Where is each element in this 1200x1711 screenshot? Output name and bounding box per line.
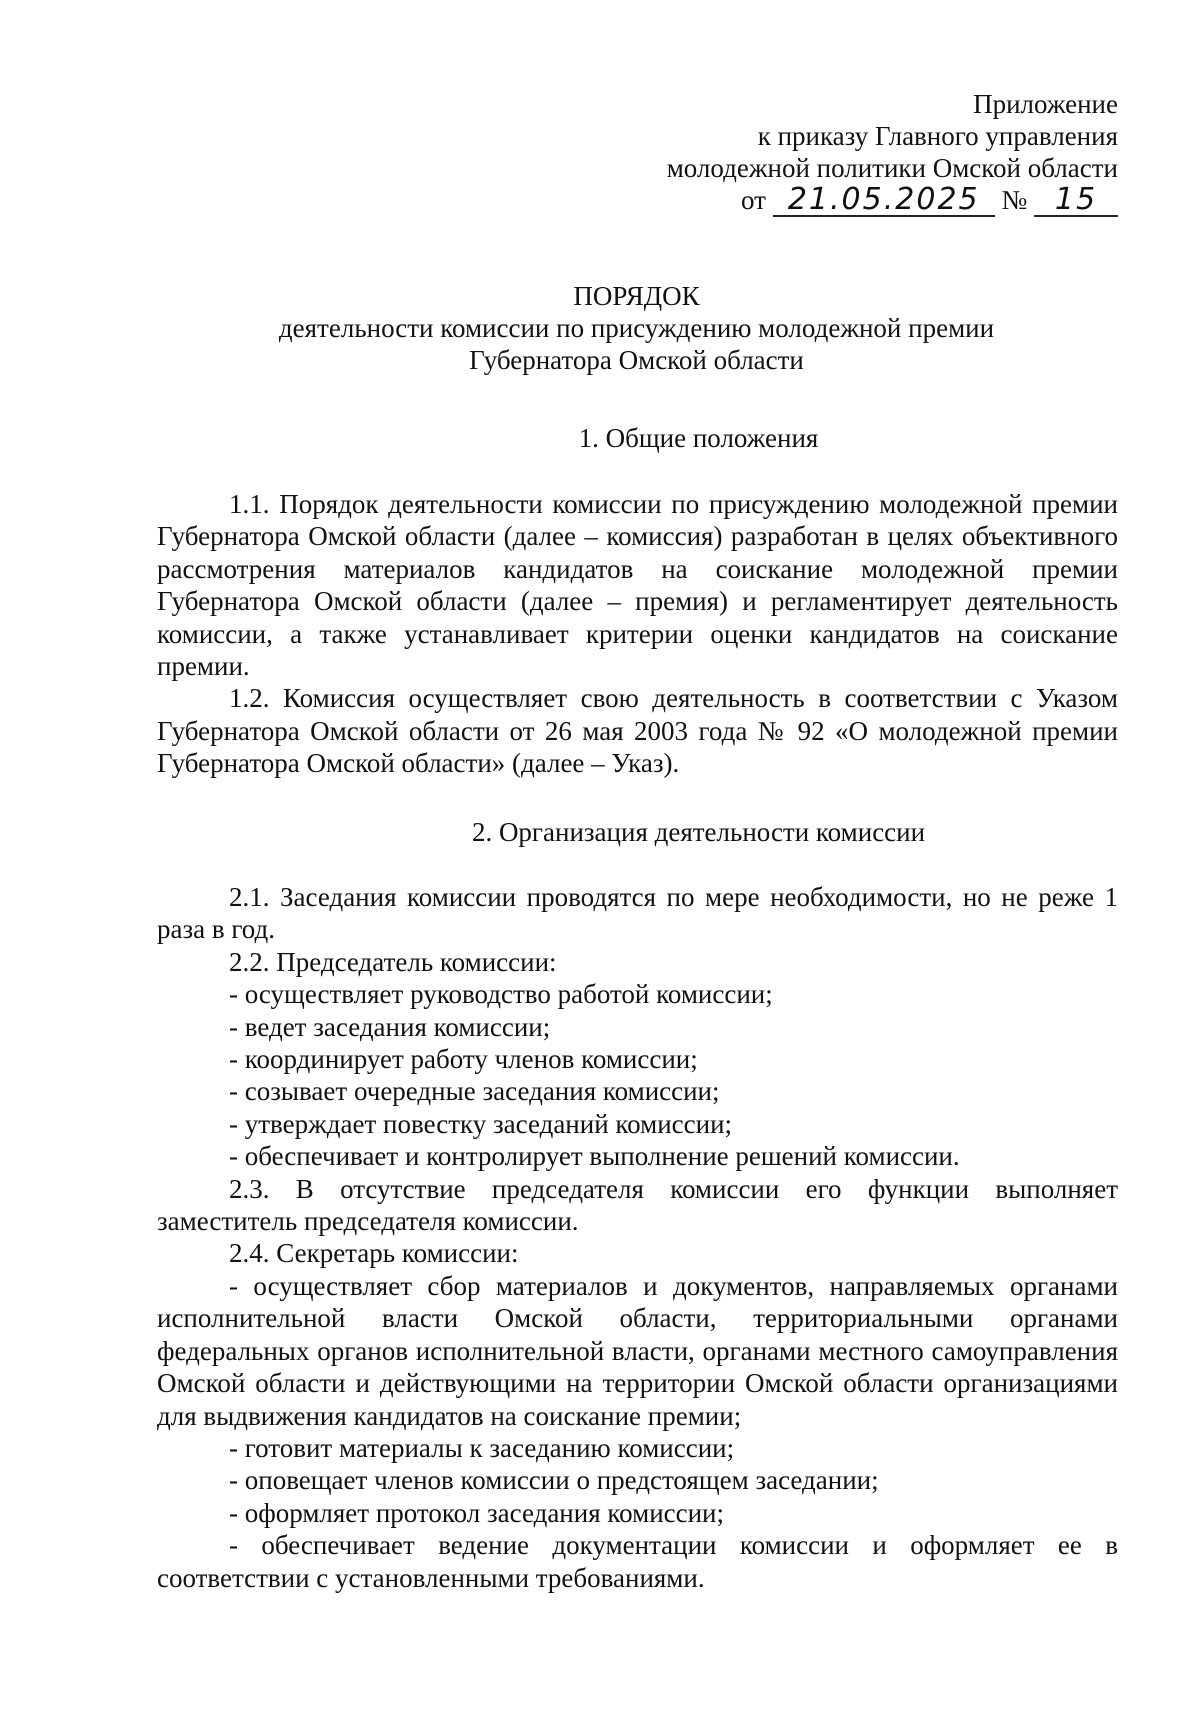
section-2-heading: 2. Организация деятельности комиссии [471, 817, 926, 847]
paragraph-2-1: 2.1. Заседания комиссии проводятся по мере необходимости, но не реже 1 раза в год. [157, 882, 1118, 945]
section-1-body [157, 488, 1118, 780]
chair-duty-item: - созывает очередные заседания комиссии; [229, 1076, 720, 1107]
section-2-body [157, 881, 1118, 1594]
paragraph-2-4: 2.4. Секретарь комиссии: [229, 1238, 519, 1269]
order-date-number-line [667, 184, 1118, 217]
secretary-duty-item: - обеспечивает ведение документации комиссии и оформляет ее в соответствии с установленными требованиями. [157, 1530, 1118, 1593]
title-sub-line-2: Губернатора Омской области [469, 345, 804, 375]
authority-name: молодежной политики Омской области [666, 153, 1118, 183]
appendix-label: Приложение [973, 89, 1118, 119]
secretary-duty-item: - оформляет протокол заседания комиссии; [229, 1497, 725, 1528]
approval-stamp-block [667, 88, 1118, 217]
order-reference: к приказу Главного управления [757, 121, 1118, 151]
from-label: от [741, 185, 766, 215]
paragraph-2-2: 2.2. Председатель комиссии: [229, 946, 557, 977]
paragraph-1-1: 1.1. Порядок деятельности комиссии по присуждению молодежной премии Губернатора Омской области (далее – комиссия) разработан в целях объективного рассмотрения материалов кандидатов на соискание молодежной премии Губернатора Омской области (далее – премия) и регламентирует деятельность комиссии, а также устанавливает критерии оценки кандидатов на соискание премии. [157, 489, 1118, 682]
handwritten-date: 21.05.2025 [773, 185, 995, 217]
chair-duty-item: - утверждает повестку заседаний комиссии; [229, 1108, 733, 1139]
chair-duty-item: - ведет заседания комиссии; [229, 1011, 551, 1042]
number-label: № [1001, 185, 1028, 215]
secretary-duty-item: - готовит материалы к заседанию комиссии; [229, 1432, 735, 1463]
chair-duty-item: - координирует работу членов комиссии; [229, 1044, 698, 1075]
chair-duty-item: - обеспечивает и контролирует выполнение решений комиссии. [229, 1141, 960, 1172]
handwritten-number: 15 [1034, 185, 1118, 217]
chair-duty-item: - осуществляет руководство работой комиссии; [229, 979, 773, 1010]
paragraph-2-3: 2.3. В отсутствие председателя комиссии его функции выполняет заместитель председателя комиссии. [157, 1173, 1118, 1237]
secretary-duty-item: - оповещает членов комиссии о предстоящем заседании; [229, 1465, 879, 1496]
secretary-duty-item: - осуществляет сбор материалов и документов, направляемых органами исполнительной власти Омской области, территориальными органами федеральных органов исполнительной власти, органами местного самоуправления Омской области и действующими на территории Омской области организациями для выдвижения кандидатов на соискание премии; [157, 1270, 1118, 1431]
document-title [155, 280, 1118, 376]
title-sub-line-1: деятельности комиссии по присуждению молодежной премии [278, 313, 995, 343]
paragraph-1-2: 1.2. Комиссия осуществляет свою деятельность в соответствии с Указом Губернатора Омской области от 26 мая 2003 года № 92 «О молодежной премии Губернатора Омской области» (далее – Указ). [157, 683, 1118, 779]
section-1-heading: 1. Общие положения [578, 423, 819, 453]
title-main: ПОРЯДОК [573, 281, 700, 311]
